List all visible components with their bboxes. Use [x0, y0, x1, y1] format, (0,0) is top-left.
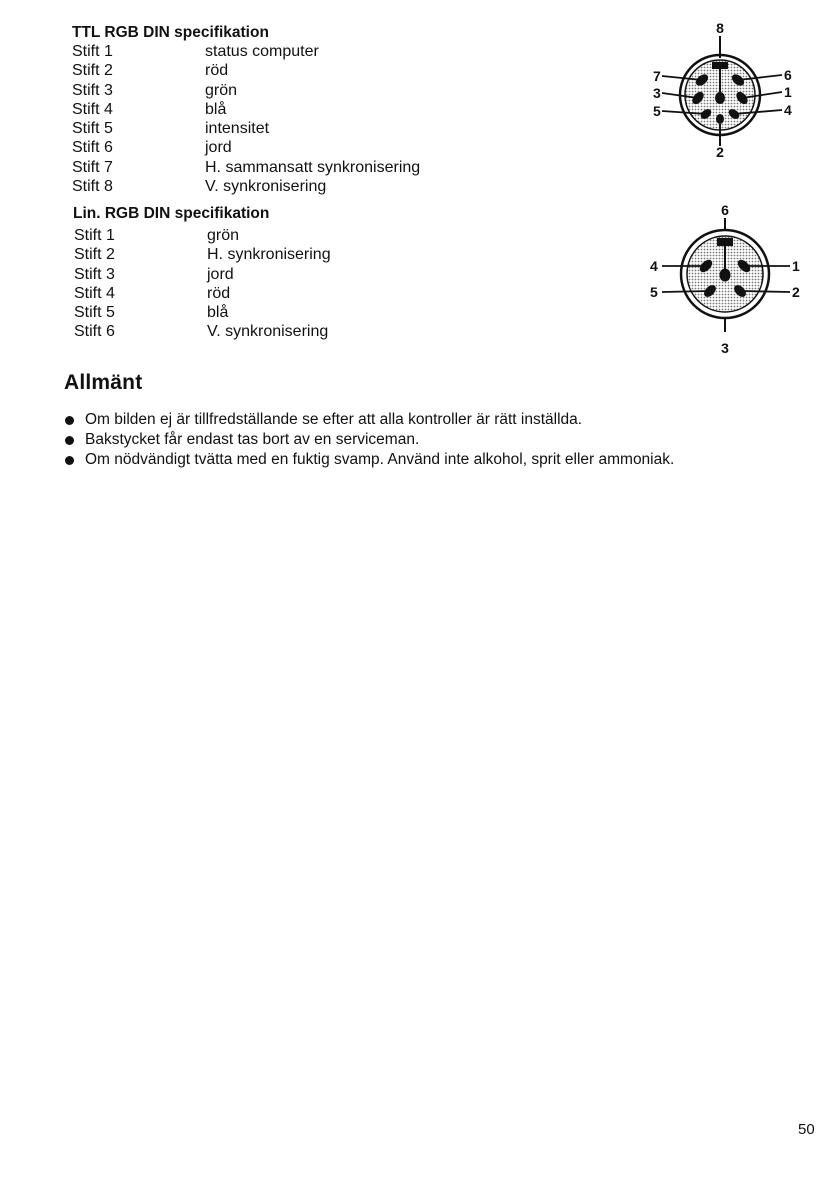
pin-label: Stift 2 [72, 62, 113, 80]
lin-label-left-upper: 4 [650, 258, 658, 274]
lin-spec-title: Lin. RGB DIN specifikation [73, 205, 270, 222]
ttl-label-right-upper: 6 [784, 67, 792, 83]
lin-label-right-upper: 1 [792, 258, 800, 274]
pin-label: Stift 8 [72, 178, 113, 196]
bullet-icon [65, 456, 74, 465]
signal-label: grön [207, 227, 240, 244]
page-number: 50 [798, 1121, 815, 1138]
ttl-label-bottom: 2 [716, 144, 724, 160]
pin-label: Stift 6 [74, 323, 115, 341]
bullet-icon [65, 436, 74, 445]
ttl-label-right-middle: 1 [784, 84, 792, 100]
pin-label: Stift 1 [72, 43, 113, 60]
lin-label-top: 6 [721, 202, 729, 218]
ttl-din-connector-diagram [640, 18, 810, 160]
list-item [62, 410, 674, 430]
pin-label: Stift 4 [72, 100, 113, 118]
ttl-label-left-middle: 3 [653, 85, 661, 101]
list-item-text: Om bilden ej är tillfredställande se efter att alla kontroller är rätt inställda. [85, 411, 583, 428]
signal-label: grön [205, 81, 238, 99]
signal-label: röd [205, 62, 229, 80]
pin-label: Stift 6 [72, 139, 113, 157]
pin-label: Stift 5 [74, 304, 115, 322]
pin-label: Stift 3 [72, 81, 113, 99]
lin-label-right-lower: 2 [792, 284, 800, 300]
signal-label: V. synkronisering [205, 178, 327, 196]
ttl-label-top: 8 [716, 20, 724, 36]
pin-label: Stift 2 [74, 246, 115, 264]
signal-label: intensitet [205, 120, 270, 138]
pin-label: Stift 4 [74, 284, 115, 302]
signal-label: blå [205, 100, 227, 118]
signal-label: röd [207, 284, 231, 302]
signal-label: blå [207, 304, 229, 322]
signal-label: V. synkronisering [207, 323, 329, 341]
general-heading: Allmänt [64, 371, 143, 394]
ttl-label-right-lower: 4 [784, 102, 792, 118]
signal-label: jord [207, 265, 234, 283]
bullet-icon [65, 416, 74, 425]
lin-din-connector-diagram [640, 200, 810, 360]
signal-label: H. sammansatt synkronisering [205, 158, 421, 176]
ttl-spec-title: TTL RGB DIN specifikation [72, 24, 269, 41]
pin-label: Stift 3 [74, 265, 115, 283]
signal-label: status computer [205, 43, 319, 60]
list-item [62, 430, 674, 450]
lin-label-left-lower: 5 [650, 284, 658, 300]
pin-label: Stift 1 [74, 227, 115, 244]
general-notes-list [62, 410, 674, 470]
pin-label: Stift 7 [72, 158, 113, 176]
signal-label: H. synkronisering [207, 246, 331, 264]
ttl-label-left-lower: 5 [653, 103, 661, 119]
list-item [62, 450, 674, 470]
signal-label: jord [205, 139, 232, 157]
pin-label: Stift 5 [72, 120, 113, 138]
list-item-text: Bakstycket får endast tas bort av en serviceman. [85, 431, 420, 448]
list-item-text: Om nödvändigt tvätta med en fuktig svamp. Använd inte alkohol, sprit eller ammoniak. [85, 451, 675, 468]
ttl-label-left-upper: 7 [653, 68, 661, 84]
lin-label-bottom: 3 [721, 340, 729, 356]
